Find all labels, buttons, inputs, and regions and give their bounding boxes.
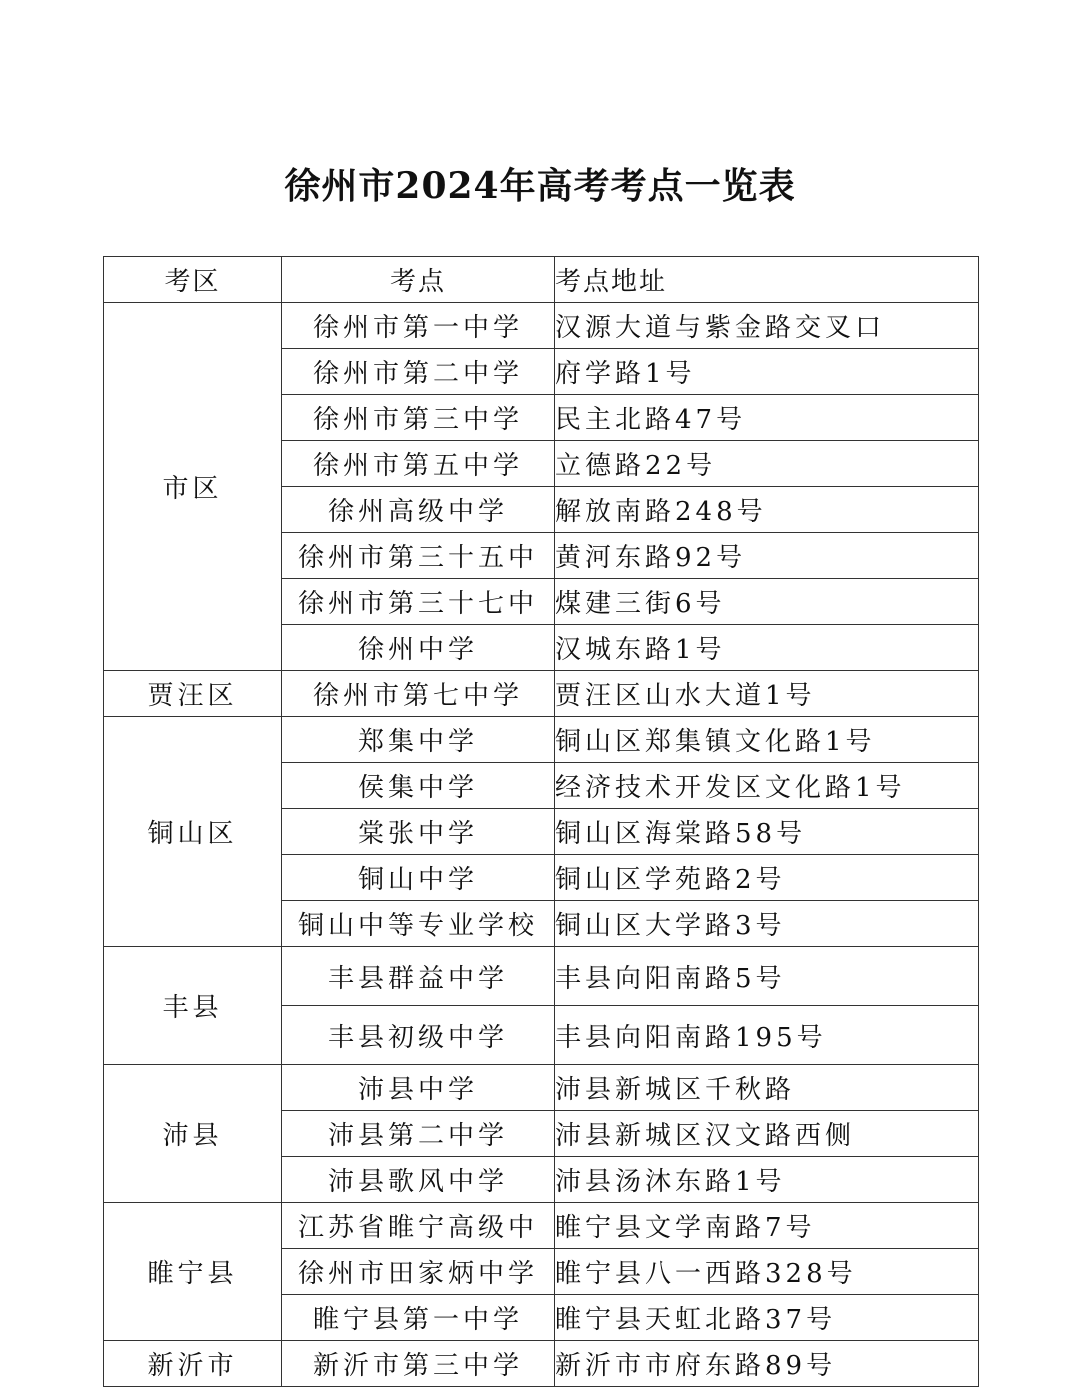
table-row [104, 1065, 979, 1111]
school-cell: 沛县第二中学 [282, 1111, 555, 1157]
address-cell: 沛县汤沐东路1号 [555, 1157, 979, 1203]
school-cell: 沛县中学 [282, 1065, 555, 1111]
district-cell: 市区 [104, 303, 282, 671]
address-cell: 丰县向阳南路195号 [555, 1006, 979, 1065]
address-cell: 睢宁县八一西路328号 [555, 1249, 979, 1295]
address-cell: 睢宁县文学南路7号 [555, 1203, 979, 1249]
school-cell: 徐州市第七中学 [282, 671, 555, 717]
table-header-row [104, 257, 979, 303]
district-cell: 沛县 [104, 1065, 282, 1203]
district-cell: 铜山区 [104, 717, 282, 947]
school-cell: 徐州市第二中学 [282, 349, 555, 395]
school-cell: 铜山中等专业学校 [282, 901, 555, 947]
school-cell: 丰县初级中学 [282, 1006, 555, 1065]
district-cell: 贾汪区 [104, 671, 282, 717]
school-cell: 徐州中学 [282, 625, 555, 671]
school-cell: 棠张中学 [282, 809, 555, 855]
address-cell: 贾汪区山水大道1号 [555, 671, 979, 717]
school-cell: 侯集中学 [282, 763, 555, 809]
address-cell: 解放南路248号 [555, 487, 979, 533]
address-cell: 新沂市市府东路89号 [555, 1341, 979, 1387]
address-cell: 丰县向阳南路5号 [555, 947, 979, 1006]
address-cell: 立德路22号 [555, 441, 979, 487]
address-cell: 黄河东路92号 [555, 533, 979, 579]
address-cell: 铜山区大学路3号 [555, 901, 979, 947]
school-cell: 徐州市第五中学 [282, 441, 555, 487]
school-cell: 沛县歌风中学 [282, 1157, 555, 1203]
header-school: 考点 [282, 257, 555, 303]
school-cell: 睢宁县第一中学 [282, 1295, 555, 1341]
address-cell: 沛县新城区汉文路西侧 [555, 1111, 979, 1157]
header-district: 考区 [104, 257, 282, 303]
address-cell: 铜山区郑集镇文化路1号 [555, 717, 979, 763]
table-row [104, 947, 979, 1006]
header-address: 考点地址 [555, 257, 979, 303]
district-cell: 丰县 [104, 947, 282, 1065]
school-cell: 徐州市第一中学 [282, 303, 555, 349]
address-cell: 民主北路47号 [555, 395, 979, 441]
address-cell: 汉源大道与紫金路交叉口 [555, 303, 979, 349]
school-cell: 徐州市第三十七中 [282, 579, 555, 625]
school-cell: 铜山中学 [282, 855, 555, 901]
district-cell: 睢宁县 [104, 1203, 282, 1341]
table-row [104, 303, 979, 349]
table-row [104, 671, 979, 717]
district-cell: 新沂市 [104, 1341, 282, 1387]
address-cell: 府学路1号 [555, 349, 979, 395]
school-cell: 徐州市第三中学 [282, 395, 555, 441]
school-cell: 丰县群益中学 [282, 947, 555, 1006]
exam-site-table [103, 256, 979, 1387]
table-row [104, 1341, 979, 1387]
school-cell: 江苏省睢宁高级中 [282, 1203, 555, 1249]
table-row [104, 717, 979, 763]
table-row [104, 1203, 979, 1249]
school-cell: 郑集中学 [282, 717, 555, 763]
address-cell: 经济技术开发区文化路1号 [555, 763, 979, 809]
school-cell: 徐州市田家炳中学 [282, 1249, 555, 1295]
page-title: 徐州市2024年高考考点一览表 [284, 165, 796, 207]
school-cell: 徐州高级中学 [282, 487, 555, 533]
address-cell: 沛县新城区千秋路 [555, 1065, 979, 1111]
address-cell: 汉城东路1号 [555, 625, 979, 671]
address-cell: 铜山区学苑路2号 [555, 855, 979, 901]
address-cell: 铜山区海棠路58号 [555, 809, 979, 855]
school-cell: 新沂市第三中学 [282, 1341, 555, 1387]
address-cell: 煤建三街6号 [555, 579, 979, 625]
school-cell: 徐州市第三十五中 [282, 533, 555, 579]
address-cell: 睢宁县天虹北路37号 [555, 1295, 979, 1341]
